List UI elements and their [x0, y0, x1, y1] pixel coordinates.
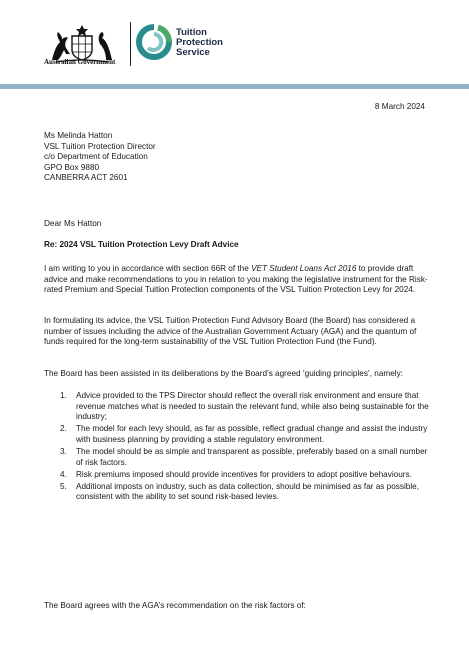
list-item: [60, 391, 430, 423]
principles-list: [60, 391, 430, 504]
paragraph-intro: [44, 264, 434, 296]
recipient-address: [44, 131, 156, 184]
org-name-line-2: Protection: [176, 37, 223, 48]
address-line-5: CANBERRA ACT 2601: [44, 173, 128, 183]
logo-divider: [130, 22, 131, 66]
paragraph-intro-end: to provide draft advice and make recommendations to you in relation to you making the legislative instrument for the Risk-rated Premium and Special Tuition Protection components of the VSL Tuition Protection Levy for 2024.: [44, 264, 428, 295]
list-item-number: 4.: [60, 469, 67, 479]
act-title: VET Student Loans Act 2016: [251, 264, 357, 273]
address-line-3: c/o Department of Education: [44, 152, 148, 162]
letterhead: [0, 0, 469, 90]
list-item: [60, 424, 430, 445]
list-item: [60, 470, 430, 481]
address-line-4: GPO Box 9880: [44, 162, 100, 172]
list-item-text: Risk premiums imposed should provide incentives for providers to adopt positive behaviours.: [76, 469, 412, 479]
government-label: Australian Government: [44, 58, 116, 66]
tps-logo-icon: [136, 24, 172, 60]
letter-date: 8 March 2024: [374, 102, 425, 111]
list-item-number: 1.: [60, 391, 67, 400]
list-item: [60, 447, 430, 468]
salutation: Dear Ms Hatton: [44, 219, 102, 228]
org-name: [176, 28, 223, 58]
list-item-text: Advice provided to the TPS Director should reflect the overall risk environment and ensure that revenue matches what is needed to sustain the relevant fund, while also being sustainable for the industry;: [76, 391, 429, 422]
list-item-number: 5.: [60, 481, 67, 491]
paragraph-risk-factors: The Board agrees with the AGA’s recommendation on the risk factors of:: [44, 601, 306, 610]
list-item: [60, 482, 430, 503]
list-item-text: Additional imposts on industry, such as data collection, should be minimised as far as possible, consistent with the ability to set sound risk-based levies.: [76, 481, 419, 502]
address-line-2: VSL Tuition Protection Director: [44, 141, 156, 151]
paragraph-intro-start: I am writing to you in accordance with section 66R of the: [44, 264, 252, 273]
org-name-line-3: Service: [176, 47, 210, 58]
subject-line: Re: 2024 VSL Tuition Protection Levy Draft Advice: [44, 240, 239, 249]
list-item-text: The model should be as simple and transparent as possible, preferably based on a small number of risk factors.: [76, 446, 428, 467]
list-item-number: 3.: [60, 446, 67, 456]
address-line-1: Ms Melinda Hatton: [44, 131, 113, 140]
list-item-text: The model for each levy should, as far as possible, reflect gradual change and assist the industry with business planning by providing a stable regulatory environment.: [76, 424, 428, 444]
org-name-line-1: Tuition: [176, 27, 207, 38]
list-item-number: 2.: [60, 424, 67, 434]
paragraph-considerations: In formulating its advice, the VSL Tuition Protection Fund Advisory Board (the Board) has considered a number of issues including the advice of the Australian Government Actuary (AGA) and the quantum of funds required for the long-term sustainability of the VSL Tuition Protection Fund (the Fund).: [44, 316, 417, 347]
paragraph-guiding-principles: The Board has been assisted in its deliberations by the Board’s agreed ‘guiding principles’, namely:: [44, 369, 403, 378]
header-rule: [0, 84, 469, 89]
